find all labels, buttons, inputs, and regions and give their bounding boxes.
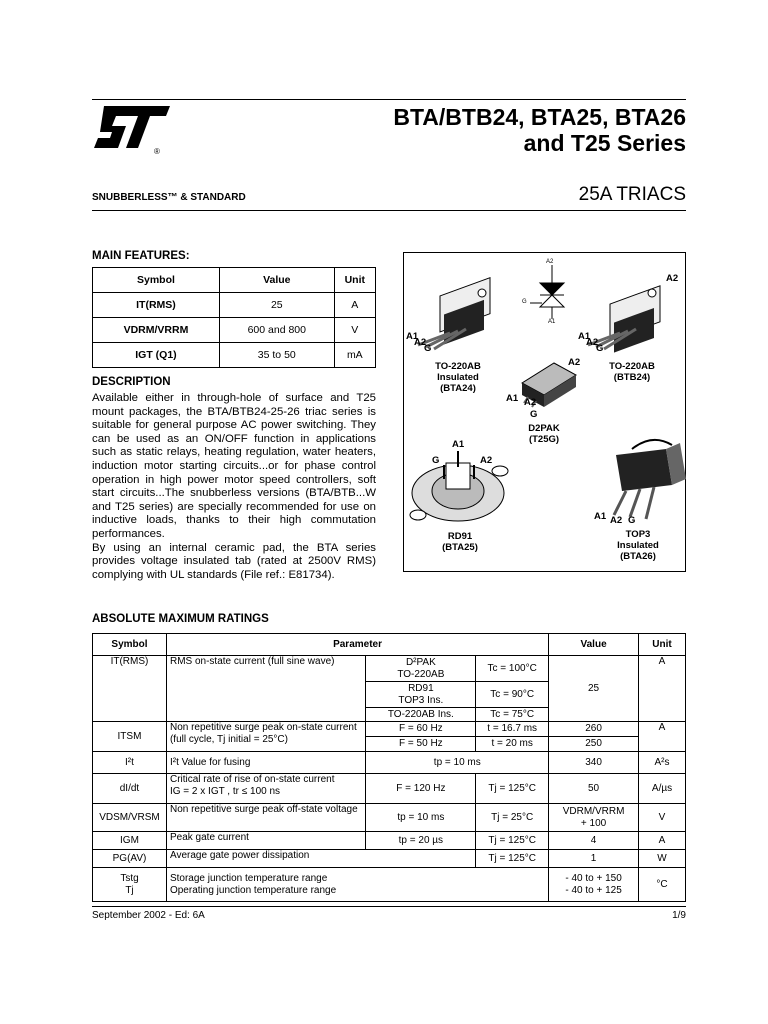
main-features-heading: MAIN FEATURES: bbox=[92, 250, 190, 262]
table-row: VDRM/VRRM 600 and 800 V bbox=[93, 318, 376, 343]
table-row: Tstg Tj Storage junction temperature range Operating junction temperature range - 40 to + 150 - 40 to + 125 °C bbox=[93, 868, 686, 902]
pin-label: G bbox=[424, 343, 432, 354]
pin-label: G bbox=[530, 409, 538, 420]
table-row: IT(RMS) 25 A bbox=[93, 293, 376, 318]
pin-label: A2 bbox=[610, 515, 623, 526]
pin-label: A1 bbox=[406, 331, 419, 342]
table-row: I²t I²t Value for fusing tp = 10 ms 340 A²s bbox=[93, 752, 686, 774]
top-rule bbox=[92, 99, 686, 100]
table-row: TO-220AB Ins. Tc = 75°C bbox=[93, 708, 686, 722]
description-text bbox=[92, 392, 376, 582]
page-number: 1/9 bbox=[672, 910, 686, 921]
package-caption-to220: TO-220AB (BTB24) bbox=[609, 361, 655, 383]
footer-rule bbox=[92, 906, 686, 907]
col-symbol: Symbol bbox=[93, 634, 167, 656]
triac-symbol-icon bbox=[530, 265, 564, 319]
svg-text:®: ® bbox=[154, 147, 160, 156]
table-row: PG(AV) Average gate power dissipation Tj = 125°C 1 W bbox=[93, 850, 686, 868]
table-row: ITSM Non repetitive surge peak on-state current (full cycle, Tj initial = 25°C) F = 60 Hz t = 16.7 ms 260 A bbox=[93, 722, 686, 737]
table-row: IGM Peak gate current tp = 20 µs Tj = 125°C 4 A bbox=[93, 832, 686, 850]
col-value: Value bbox=[219, 268, 334, 293]
pin-label: G bbox=[522, 299, 527, 305]
pin-label: A1 bbox=[594, 511, 607, 522]
pin-label: A2 bbox=[586, 337, 599, 348]
logo-text: ST bbox=[92, 104, 94, 105]
page-title: BTA/BTB24, BTA25, BTA26 and T25 Series bbox=[393, 104, 686, 156]
pin-label: A2 bbox=[480, 455, 493, 466]
header-rule bbox=[92, 210, 686, 211]
pin-label: G bbox=[432, 455, 440, 466]
package-figure bbox=[403, 252, 686, 572]
package-caption-to220-insulated: TO-220AB Insulated (BTA24) bbox=[435, 361, 481, 394]
table-row: IT(RMS) RMS on-state current (full sine wave) D²PAK TO-220AB Tc = 100°C 25 A bbox=[93, 656, 686, 682]
description-heading: DESCRIPTION bbox=[92, 376, 171, 388]
rd91-icon bbox=[410, 451, 508, 521]
subtitle-left: SNUBBERLESS™ & STANDARD bbox=[92, 192, 246, 203]
footer-date: September 2002 - Ed: 6A bbox=[92, 910, 205, 921]
table-row: dI/dt Critical rate of rise of on-state current IG = 2 x IGT , tr ≤ 100 ns F = 120 Hz Tj = 125°C 50 A/µs bbox=[93, 774, 686, 804]
pin-label: A1 bbox=[578, 331, 591, 342]
pin-label: G bbox=[596, 343, 604, 354]
description-para-1: Available either in through-hole of surface and T25 mount packages, the BTA/BTB24-25-26 triac series is suitable for general purpose AC power switching. They can be used as an ON/OFF function in applications such as static relays, heating regulation, water heaters, induction motor starting circuits...or for phase control operation in high power motor speed controllers, soft start circuits...The snubberless versions (BTA/BTB...W and T25 series) are specially recommended for use on inductive loads, thanks to their high commutation performances. bbox=[92, 392, 376, 540]
pin-label: A2 bbox=[666, 273, 679, 284]
to220-insulated-icon bbox=[418, 278, 490, 349]
top3-icon bbox=[614, 440, 686, 519]
package-caption-d2pak: D2PAK (T25G) bbox=[528, 423, 560, 445]
col-unit: Unit bbox=[334, 268, 375, 293]
pin-label: A1 bbox=[548, 319, 556, 325]
pin-label: A2 bbox=[568, 357, 581, 368]
pin-label: A2 bbox=[524, 397, 537, 408]
table-row: RD91 TOP3 Ins. Tc = 90°C bbox=[93, 682, 686, 708]
package-caption-rd91: RD91 (BTA25) bbox=[442, 531, 478, 553]
description-para-2: By using an internal ceramic pad, the BTA series provides voltage insulated tab (rated at 2500V RMS) complying with UL standards (File ref.: E81734). bbox=[92, 541, 376, 581]
table-row: VDSM/VRSM Non repetitive surge peak off-state voltage tp = 10 ms Tj = 25°C VDRM/VRRM + 100 V bbox=[93, 804, 686, 832]
col-symbol: Symbol bbox=[93, 268, 220, 293]
pin-label: A1 bbox=[452, 439, 465, 450]
absolute-max-ratings-table bbox=[92, 633, 686, 902]
package-drawings bbox=[404, 253, 687, 573]
col-unit: Unit bbox=[639, 634, 686, 656]
col-parameter: Parameter bbox=[166, 634, 548, 656]
pin-label: A2 bbox=[414, 337, 427, 348]
pin-label: A2 bbox=[546, 259, 554, 265]
table-row: F = 50 Hz t = 20 ms 250 bbox=[93, 737, 686, 752]
pin-label: G bbox=[628, 515, 636, 526]
package-caption-top3: TOP3 Insulated (BTA26) bbox=[617, 529, 659, 562]
subtitle-right: 25A TRIACS bbox=[578, 184, 686, 205]
ratings-heading: ABSOLUTE MAXIMUM RATINGS bbox=[92, 613, 269, 625]
pin-label: A1 bbox=[506, 393, 519, 404]
main-features-table bbox=[92, 267, 376, 368]
col-value: Value bbox=[549, 634, 639, 656]
st-logo bbox=[92, 104, 172, 156]
table-row: IGT (Q1) 35 to 50 mA bbox=[93, 343, 376, 368]
